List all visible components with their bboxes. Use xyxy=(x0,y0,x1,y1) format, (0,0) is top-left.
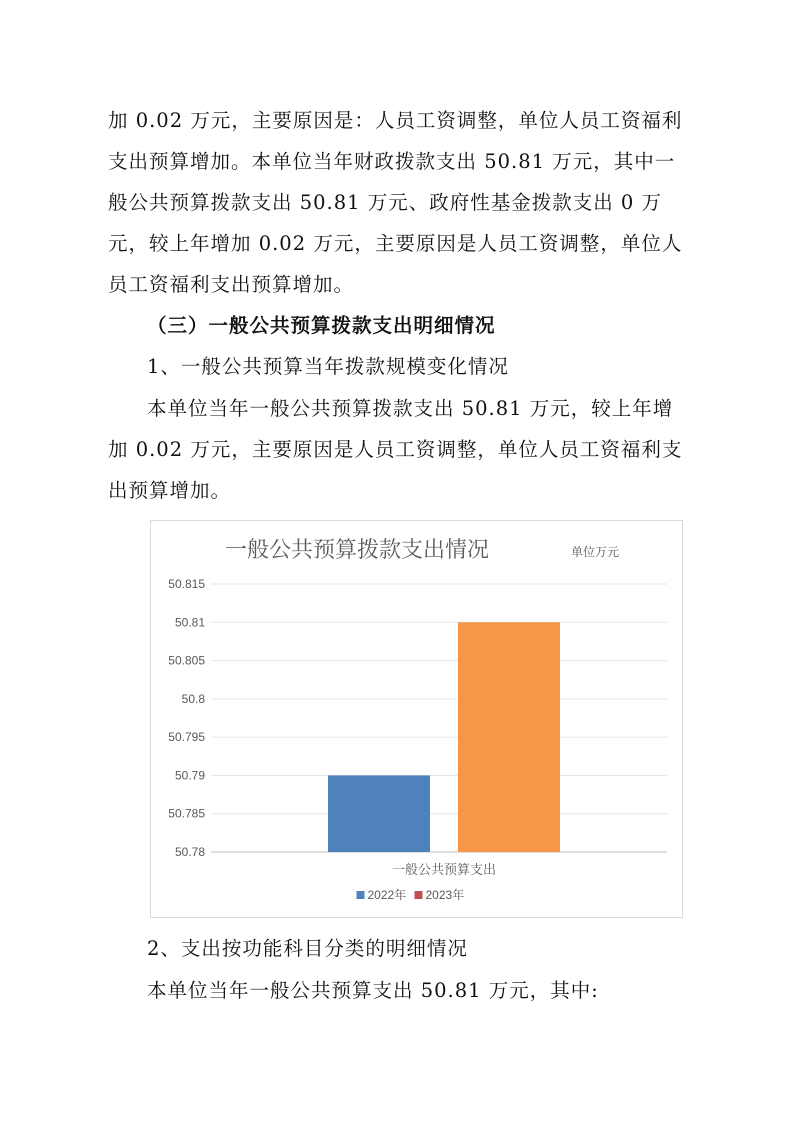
bar-2023年 xyxy=(458,622,560,852)
x-category-label: 一般公共预算支出 xyxy=(391,862,497,877)
chart-unit-label: 单位万元 xyxy=(571,545,620,559)
chart-title: 一般公共预算拨款支出情况 xyxy=(225,538,490,563)
legend-entry: 2023年 xyxy=(425,888,465,902)
y-tick-label: 50.785 xyxy=(168,806,205,821)
subheading-1: 1、一般公共预算当年拨款规模变化情况 xyxy=(147,355,509,378)
legend-swatch xyxy=(357,891,365,899)
bar-chart xyxy=(151,521,682,917)
bar-2022年 xyxy=(328,775,430,852)
paragraph-detail: 本单位当年一般公共预算支出 50.81 万元，其中: xyxy=(147,979,599,1002)
section-heading-3: （三）一般公共预算拨款支出明细情况 xyxy=(147,314,496,337)
y-tick-label: 50.795 xyxy=(168,730,205,745)
y-tick-label: 50.79 xyxy=(174,768,205,783)
legend-entry: 2022年 xyxy=(367,888,407,902)
y-tick-label: 50.81 xyxy=(174,615,205,630)
chart-container xyxy=(150,520,683,918)
paragraph-intro: 加 0.02 万元，主要原因是：人员工资调整，单位人员工资福利支出预算增加。本单位当年财政拨款支出 50.81 万元，其中一般公共预算拨款支出 50.81 万元、政府性基金拨款支出 0 万元，较上年增加 0.02 万元，主要原因是人员工资调整，单位人员工资福利支出预算增加。 xyxy=(108,109,683,296)
y-tick-label: 50.805 xyxy=(168,653,205,668)
y-tick-label: 50.815 xyxy=(168,577,205,591)
y-tick-label: 50.8 xyxy=(181,691,205,706)
legend-swatch xyxy=(415,891,423,899)
subheading-2: 2、支出按功能科目分类的明细情况 xyxy=(147,937,468,960)
y-tick-label: 50.78 xyxy=(174,845,205,859)
paragraph-budget-change: 本单位当年一般公共预算拨款支出 50.81 万元，较上年增加 0.02 万元，主要原因是人员工资调整，单位人员工资福利支出预算增加。 xyxy=(108,397,683,502)
